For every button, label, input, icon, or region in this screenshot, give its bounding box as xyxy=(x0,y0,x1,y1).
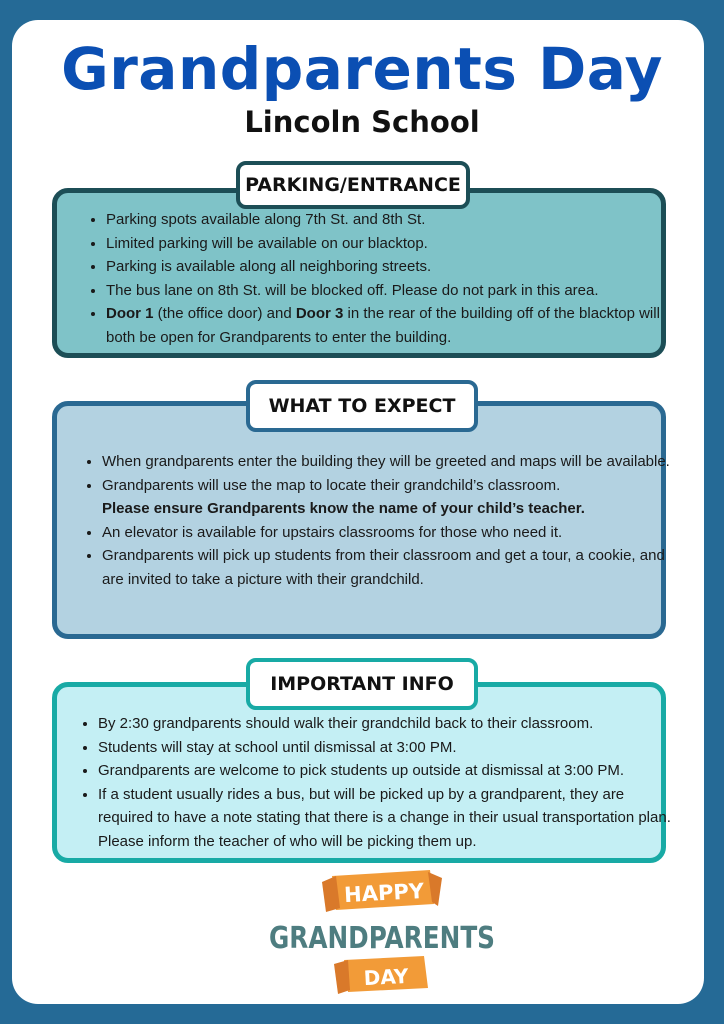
list-item xyxy=(102,474,672,521)
list-item: • When grandparents enter the building they will be greeted and maps will be available. xyxy=(102,450,672,474)
door-text-1: (the office door) and xyxy=(153,305,296,322)
list-item-doors xyxy=(106,302,678,349)
list-item: • Students will stay at school until dismissal at 3:00 PM. xyxy=(98,736,676,760)
list-item: • If a student usually rides a bus, but will be picked up by a grandparent, they are required to have a note stating that there is a change in their usual transportation plan. Please inform the teacher of who will be picking them up. xyxy=(98,783,676,854)
list-item: • An elevator is available for upstairs classrooms for those who need it. xyxy=(102,521,672,545)
parking-section-label: PARKING/ENTRANCE xyxy=(236,161,470,209)
list-item: • Parking spots available along 7th St. and 8th St. xyxy=(106,208,678,232)
list-item: • The bus lane on 8th St. will be blocked off. Please do not park in this area. xyxy=(106,279,678,303)
list-item-text: Grandparents will use the map to locate their grandchild’s classroom. xyxy=(102,476,561,494)
expect-list xyxy=(82,450,672,591)
badge-day-text: DAY xyxy=(363,963,409,991)
door-text-2: in the rear of the building off of the blacktop will both be open for Grandparents to enter the building. xyxy=(106,305,660,346)
list-item: • Parking is available along all neighboring streets. xyxy=(106,255,678,279)
badge-happy-text: HAPPY xyxy=(343,878,425,908)
happy-grandparents-day-badge xyxy=(262,868,502,996)
info-section-label: IMPORTANT INFO xyxy=(246,658,478,710)
parking-list xyxy=(86,208,678,349)
list-item: • Grandparents will pick up students from their classroom and get a tour, a cookie, and are invited to take a picture with their grandchild. xyxy=(102,544,672,591)
door1-label: Door 1 xyxy=(106,305,154,322)
expect-section-label: WHAT TO EXPECT xyxy=(246,380,478,432)
list-item: • Grandparents are welcome to pick students up outside at dismissal at 3:00 PM. xyxy=(98,759,676,783)
teacher-name-notice: Please ensure Grandparents know the name of your child’s teacher. xyxy=(102,500,585,517)
door3-label: Door 3 xyxy=(295,305,344,322)
list-item: • Limited parking will be available on our blacktop. xyxy=(106,232,678,256)
info-list xyxy=(78,712,676,853)
school-name: Lincoln School xyxy=(244,105,480,139)
list-item: • By 2:30 grandparents should walk their grandchild back to their classroom. xyxy=(98,712,676,736)
badge-grandparents-text: GRANDPARENTS xyxy=(269,921,495,956)
page-title: Grandparents Day xyxy=(61,35,663,103)
